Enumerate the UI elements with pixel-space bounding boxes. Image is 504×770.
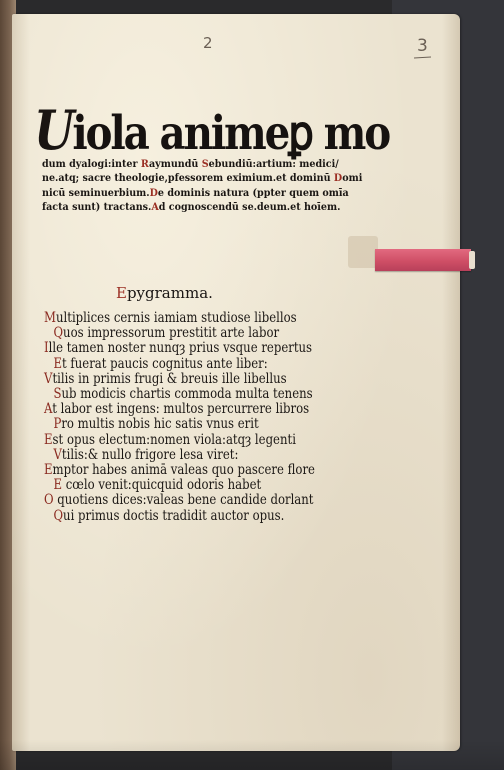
incipit-line: dum dyalogi:inter Raymundū Sebundiū:artium: medici/ <box>42 158 339 170</box>
bottom-shadow <box>0 740 504 770</box>
verse-line: Vtilis in primis frugi & breuis ille libellus <box>44 370 287 387</box>
verse-line: O quotiens dices:valeas bene candide dorlant <box>44 492 314 509</box>
verse-line: Pro multis nobis hic satis vnus erit <box>53 416 259 433</box>
pencil-folio-number: 2 <box>203 34 213 52</box>
verse-line: Quos impressorum prestitit arte labor <box>53 325 280 342</box>
verse-line: Ille tamen noster nunqȝ prius vsque repertus <box>44 340 313 357</box>
epigram-heading: Epygramma. <box>116 284 213 302</box>
incipit-line: nicū seminuerbium.De dominis natura (ppter quem omīa <box>42 186 349 199</box>
incipit-block <box>42 157 363 215</box>
verse-line: Est opus electum:nomen viola:atqȝ legenti <box>44 431 296 448</box>
ribbon-bookmark[interactable] <box>375 249 471 271</box>
pencil-folio-number-underlined: 3 <box>417 36 428 56</box>
verse-line: E cœlo venit:quicquid odoris habet <box>53 477 262 494</box>
incipit-line: facta sunt) tractans.Ad cognoscendū se.deum.et hoīem. <box>42 201 341 214</box>
bookmark-shadow <box>348 236 378 268</box>
epigram-poem <box>44 311 364 524</box>
incipit-line: ne.atq; sacre theologie,pfessorem eximium.et dominū Domi <box>42 172 363 185</box>
title-initial: U <box>34 98 73 162</box>
title-text: iola animeꝑ mo <box>72 106 390 161</box>
verse-line: Vtilis:& nullo frigore lesa viret: <box>53 446 239 463</box>
verse-line: Multiplices cernis iamiam studiose libellos <box>44 310 297 326</box>
verse-line: At labor est ingens: multos percurrere libros <box>44 401 310 418</box>
verse-line: Qui primus doctis tradidit auctor opus. <box>53 507 285 524</box>
verse-line: Emptor habes animā valeas quo pascere flore <box>44 462 315 479</box>
verse-line: Et fuerat paucis cognitus ante liber: <box>53 355 268 372</box>
page-title <box>34 98 390 162</box>
verse-line: Sub modicis chartis commoda multa tenens <box>53 386 313 403</box>
